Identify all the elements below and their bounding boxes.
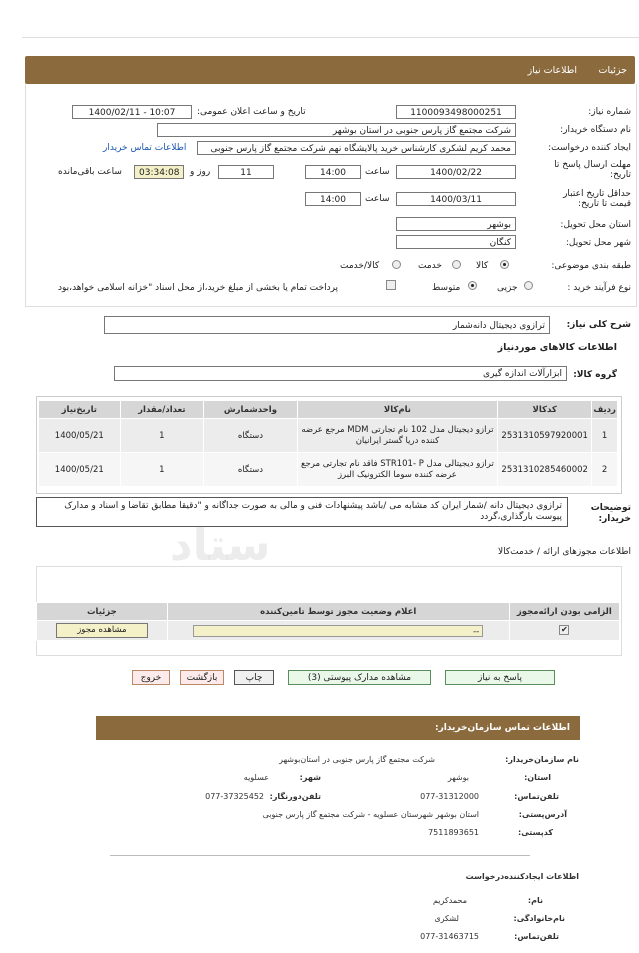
contact-postal-label: کدپستی: [518,828,553,837]
price-date-field: 1400/03/11 [396,192,516,206]
category-radio-service[interactable] [452,260,461,269]
creator-name-label: نام: [527,896,543,905]
contact-fax-label: تلفن‌دورنگار: [269,792,321,801]
col-unit: واحدشمارش [204,401,298,419]
creator-phone-label: تلفن‌تماس: [514,932,559,941]
process-medium-label: متوسط [432,283,461,293]
buyer-notes-field: ترازوی دیجیتال دانه /شمار ایران کد مشابه می /باشد پیشنهادات فنی و مالی به صورت جداگانه و "دقیقا مطابق تقاضا و اسناد و مدارک پیوست بارگذاری،گردد [36,497,568,527]
creator-info-title: اطلاعات ایجادکننده‌درخواست [465,872,579,881]
cell-code: 2531310597920001 [498,419,592,453]
contact-postal-value: 7511893651 [428,828,479,837]
permit-required-checkbox[interactable]: ✔ [560,625,568,635]
contact-phone-label: تلفن‌تماس: [514,792,559,801]
creator-name-value: محمدکریم [432,896,467,905]
cell-unit: دستگاه [204,453,298,487]
creator-field: محمد کریم لشکری کارشناس خرید پالایشگاه نهم شرکت مجتمع گاز پارس جنوبی [197,141,516,155]
col-name: نام‌کالا [297,401,497,419]
remaining-time-field: 03:34:08 [134,165,184,179]
buyer-notes-label: توضیحات خریدار: [590,503,631,524]
contact-fax-value: 077-37325452 [205,792,264,801]
need-number-field: 1100093498000251 [396,105,516,119]
contact-title: اطلاعات تماس سازمان‌خریدار: [434,723,570,733]
cell-unit: دستگاه [204,419,298,453]
reply-date-field: 1400/02/22 [396,165,516,179]
top-divider [22,37,639,38]
category-service-label: خدمت [418,261,442,271]
creator-label: ایجاد کننده درخواست: [548,143,631,153]
category-both-label: کالا/خدمت [340,261,380,271]
org-label: نام سازمان‌خریدار: [505,755,579,764]
contact-divider [110,855,530,856]
creator-phone-value: 077-31463715 [420,932,479,941]
goods-info-title: اطلاعات کالاهای موردنیاز [497,342,617,353]
cell-row: 2 [592,453,618,487]
table-row [39,419,618,453]
buyer-name-label: نام دستگاه خریدار: [560,125,631,135]
days-field: 11 [218,165,274,179]
treasury-checkbox[interactable] [386,280,396,290]
col-qty: تعداد/مقدار [120,401,204,419]
buyer-name-field: شرکت مجتمع گاز پارس جنوبی در استان بوشهر [157,123,516,137]
exit-button[interactable]: خروج [132,670,170,685]
page-header [25,56,635,84]
permits-table [36,602,620,641]
days-label: روز و [190,167,211,177]
group-label: گروه کالا: [573,370,617,380]
contact-phone-value: 077-31312000 [420,792,479,801]
view-permit-button[interactable]: مشاهده مجوز [56,623,148,638]
reply-button[interactable]: پاسخ به نیاز [445,670,555,685]
contact-province-label: استان: [524,773,551,782]
announce-field: 1400/02/11 - 10:07 [72,105,192,119]
permit-required-cell [509,621,619,641]
tab-details[interactable]: جزئیات [598,65,627,76]
announce-label: تاریخ و ساعت اعلان عمومی: [197,107,306,117]
col-date: تاریخ‌نیاز [39,401,121,419]
price-validity-label: حداقل تاریخ اعتبار قیمت تا تاریخ: [563,189,631,209]
cell-qty: 1 [120,419,204,453]
permit-status-field[interactable]: -- [193,625,483,637]
org-value: شرکت مجتمع گاز پارس جنوبی در استان‌بوشهر [279,755,435,764]
col-code: کدکالا [498,401,592,419]
contact-address-value: استان بوشهر شهرستان عسلویه - شرکت مجتمع گاز پارس جنوبی [262,810,479,819]
category-label: طبقه بندی موضوعی: [551,261,631,271]
need-summary-field: ترازوی دیجیتال دانه‌شمار [104,316,550,334]
cell-date: 1400/05/21 [39,419,121,453]
creator-family-value: لشکری [434,914,459,923]
cell-code: 2531310285460002 [498,453,592,487]
cell-name: ترازو دیجیتال مدل 102 نام تجارتی MDM مرجع عرضه کننده دریا گستر ایرانیان [297,419,497,453]
print-button[interactable]: چاپ [234,670,274,685]
table-row [39,453,618,487]
province-field: بوشهر [396,217,516,231]
col-permit-details: جزئیات [37,603,168,621]
treasury-note: پرداخت تمام یا بخشی از مبلغ خرید،از محل اسناد "خزانه اسلامی خواهد،بود [58,283,339,293]
table-row [37,621,620,641]
creator-family-label: نام‌خانوادگی: [513,914,565,923]
reply-time-label: ساعت [365,167,390,177]
category-radio-goods[interactable] [500,260,509,269]
price-time-label: ساعت [365,194,390,204]
reply-deadline-label: مهلت ارسال پاسخ تا تاریخ: [554,160,631,180]
process-radio-minor[interactable] [524,281,533,290]
price-time-field: 14:00 [305,192,361,206]
col-row: ردیف [592,401,618,419]
process-radio-medium[interactable] [468,281,477,290]
category-goods-label: کالا [476,261,489,271]
tab-need-info[interactable]: اطلاعات نیاز [527,65,577,76]
goods-table [38,400,618,487]
buyer-contact-link[interactable]: اطلاعات تماس خریدار [103,143,187,153]
contact-header [96,716,580,740]
watermark-logo: ستاد [170,520,271,571]
need-summary-label: شرح کلی نیاز: [566,320,631,330]
back-button[interactable]: بازگشت [180,670,224,685]
contact-province-value: بوشهر [447,773,469,782]
permit-details-cell [37,621,168,641]
cell-date: 1400/05/21 [39,453,121,487]
process-label: نوع فرآیند خرید : [567,283,631,293]
group-field: ابزارآلات اندازه گیری [114,366,567,381]
attachments-button[interactable]: مشاهده مدارک پیوستی (3) [288,670,431,685]
cell-qty: 1 [120,453,204,487]
col-permit-status: اعلام وضعیت مجوز توسط تامین‌کننده [167,603,509,621]
city-field: کنگان [396,235,516,249]
contact-address-label: آدرس‌پستی: [518,810,567,819]
permit-status-cell [167,621,509,641]
remaining-label: ساعت باقی‌مانده [58,167,122,177]
category-radio-both[interactable] [392,260,401,269]
city-label: شهر محل تحویل: [565,238,631,248]
permits-title: اطلاعات مجوزهای ارائه / خدمت‌کالا [497,547,631,557]
cell-name: ترازو دیجیتالی مدل STR101- P فاقد نام تجارتی مرجع عرضه کننده سوما الکترونیک البرز [297,453,497,487]
province-label: استان محل تحویل: [560,220,631,230]
cell-row: 1 [592,419,618,453]
col-permit-required: الزامی بودن ارائه‌مجوز [509,603,619,621]
need-number-label: شماره نیاز: [588,107,631,117]
contact-city-value: عسلویه [243,773,269,782]
process-minor-label: جزیی [497,283,518,293]
reply-time-field: 14:00 [305,165,361,179]
contact-city-label: شهر: [299,773,321,782]
